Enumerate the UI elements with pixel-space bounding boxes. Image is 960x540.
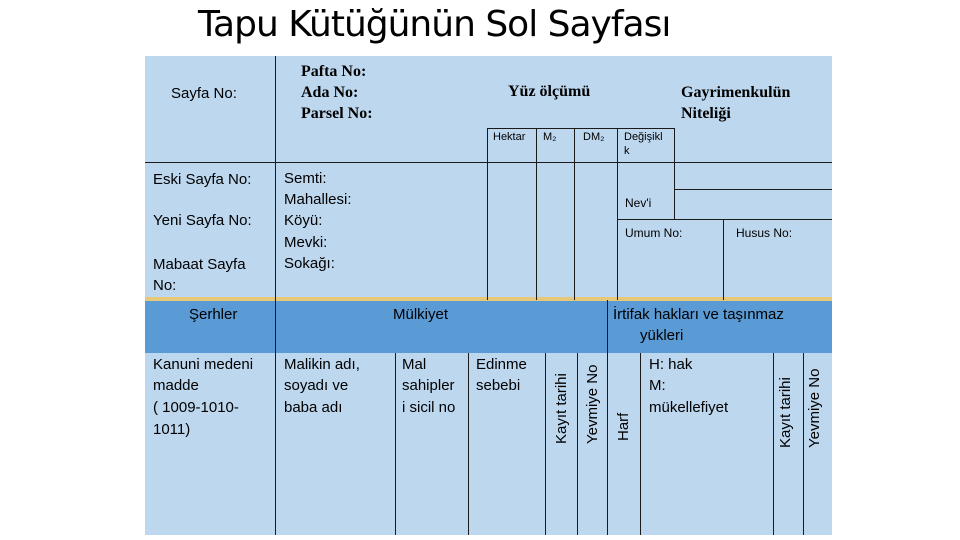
divider-line: [723, 219, 724, 300]
divider-line: [574, 128, 575, 300]
yuz-olcumu-label: Yüz ölçümü: [508, 83, 591, 100]
divider-line: [640, 353, 641, 535]
hak-text: H: hak: [649, 356, 693, 373]
section-divider: [145, 297, 832, 301]
hak-text: mükellefiyet: [649, 399, 729, 416]
divider-line: [275, 300, 276, 353]
serhler-header: Şerhler: [189, 306, 238, 323]
divider-line: [674, 128, 675, 220]
pafta-no-label: Pafta No:: [301, 63, 367, 80]
hak-text: M:: [649, 377, 666, 394]
irtifak-header: yükleri: [640, 327, 684, 344]
mulkiyet-header: Mülkiyet: [393, 306, 449, 323]
mal-sahip-text: Mal: [402, 356, 427, 373]
yeni-sayfa-label: Yeni Sayfa No:: [153, 212, 252, 229]
degisiklik-label: Değişikl: [624, 131, 663, 143]
yevmiye-no-label: Yevmiye No: [584, 364, 601, 444]
kanuni-madde-text: Kanuni medeni: [153, 356, 254, 373]
kanuni-madde-text: ( 1009-1010-: [153, 399, 239, 416]
mal-sahip-text: i sicil no: [402, 399, 456, 416]
yevmiye-no-label: Yevmiye No: [806, 368, 823, 448]
divider-line: [617, 128, 618, 300]
mahallesi-label: Mahallesi:: [284, 191, 352, 208]
husus-no-label: Husus No:: [736, 226, 793, 240]
kanuni-madde-text: madde: [153, 377, 199, 394]
divider-line: [468, 353, 469, 535]
divider-line: [773, 353, 774, 535]
hektar-label: Hektar: [493, 131, 526, 143]
divider-line: [487, 128, 488, 300]
edinme-sebebi-text: Edinme: [476, 356, 527, 373]
sokagi-label: Sokağı:: [284, 255, 335, 272]
divider-line: [545, 353, 546, 535]
dm2-label: DM₂: [583, 131, 605, 143]
umum-no-label: Umum No:: [625, 226, 683, 240]
divider-line: [536, 128, 537, 300]
page-title: Tapu Kütüğünün Sol Sayfası: [198, 4, 671, 45]
divider-line: [607, 300, 608, 353]
divider-line: [674, 189, 832, 190]
divider-line: [275, 353, 276, 535]
m2-label: M₂: [543, 131, 557, 143]
gayrimenkul-label: Gayrimenkulün: [681, 84, 791, 101]
kanuni-madde-text: 1011): [153, 421, 191, 438]
parsel-no-label: Parsel No:: [301, 105, 373, 122]
eski-sayfa-label: Eski Sayfa No:: [153, 171, 252, 188]
divider-line: [607, 353, 608, 535]
malik-adi-text: soyadı ve: [284, 377, 349, 394]
kayit-tarihi-label: Kayıt tarihi: [777, 377, 794, 448]
sayfa-no-label: Sayfa No:: [171, 85, 237, 102]
mabaat-label: No:: [153, 277, 177, 294]
kayit-tarihi-label: Kayıt tarihi: [553, 373, 570, 444]
edinme-sebebi-text: sebebi: [476, 377, 521, 394]
harf-label: Harf: [615, 412, 632, 441]
mal-sahip-text: sahipler: [402, 377, 455, 394]
malik-adi-text: baba adı: [284, 399, 343, 416]
ada-no-label: Ada No:: [301, 84, 359, 101]
divider-line: [487, 128, 674, 129]
mevki-label: Mevki:: [284, 234, 328, 251]
degisiklik-label: k: [624, 145, 630, 157]
divider-line: [395, 353, 396, 535]
divider-line: [803, 353, 804, 535]
nevi-label: Nev'i: [625, 196, 652, 210]
malik-adi-text: Malikin adı,: [284, 356, 360, 373]
koyu-label: Köyü:: [284, 212, 323, 229]
irtifak-header: İrtifak hakları ve taşınmaz: [613, 306, 784, 323]
semti-label: Semti:: [284, 170, 327, 187]
gayrimenkul-label: Niteliği: [681, 105, 731, 122]
divider-line: [275, 56, 276, 300]
mabaat-label: Mabaat Sayfa: [153, 256, 246, 273]
divider-line: [577, 353, 578, 535]
divider-line: [617, 219, 832, 220]
divider-line: [145, 162, 832, 163]
